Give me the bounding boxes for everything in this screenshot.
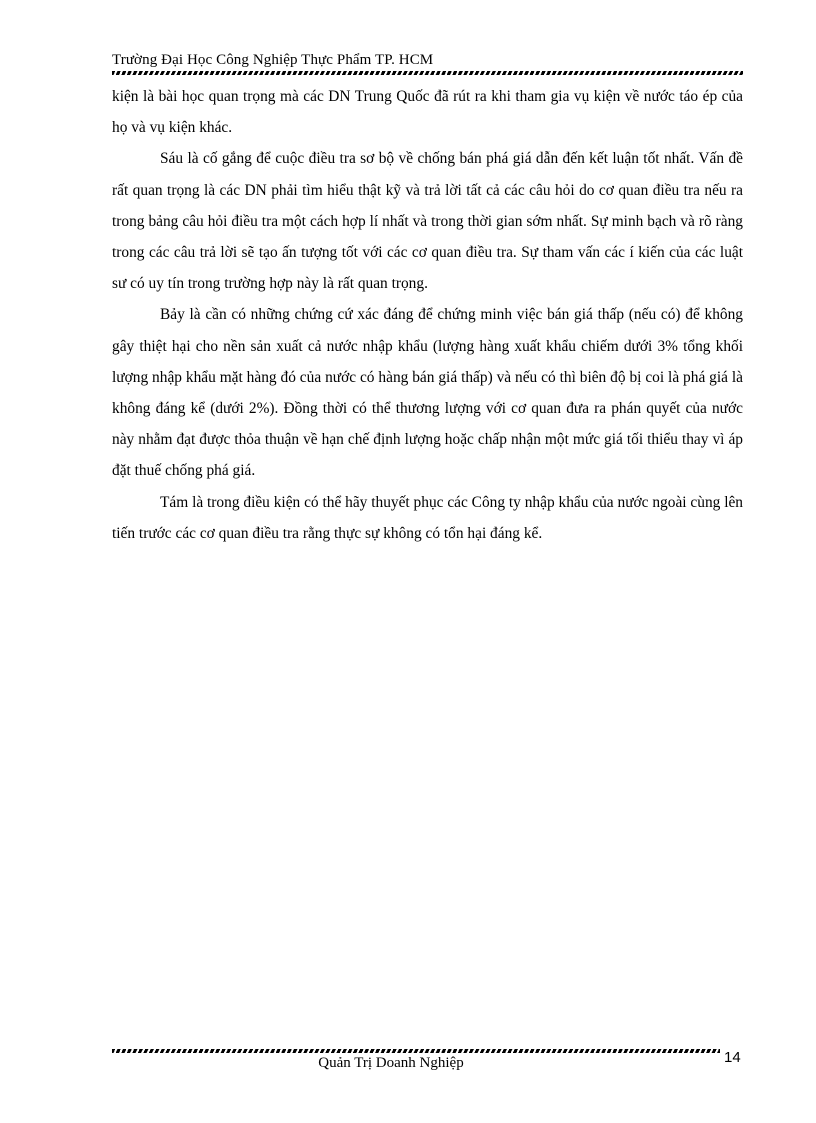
footer (0, 1055, 816, 1072)
header-decorative-rule (112, 71, 743, 75)
paragraph-continuation: kiện là bài học quan trọng mà các DN Trung Quốc đã rút ra khi tham gia vụ kiện về nước táo ép của họ và vụ kiện khác. (112, 88, 743, 137)
footer-decorative-rule (112, 1049, 720, 1053)
body-text (112, 81, 743, 549)
paragraph-tam: Tám là trong điều kiện có thể hãy thuyết phục các Công ty nhập khẩu của nước ngoài cùng lên tiến trước các cơ quan điều tra rằng thực sự không có tổn hại đáng kể. (112, 493, 743, 542)
footer-title: Quản Trị Doanh Nghiệp (318, 1055, 464, 1071)
page-number: 14 (724, 1049, 741, 1066)
paragraph-bay: Bảy là cần có những chứng cứ xác đáng để chứng minh việc bán giá thấp (nếu có) để không gây thiệt hại cho nền sản xuất cả nước nhập khẩu (lượng hàng xuất khẩu chiếm dưới 3% tổng khối lượng nhập khẩu mặt hàng đó của nước có hàng bán giá thấp) và nếu có thì biên độ bị coi là phá giá là không đáng kể (dưới 2%). Đồng thời có thể thương lượng với cơ quan đưa ra phán quyết của nước này nhằm đạt được thỏa thuận về hạn chế định lượng hoặc chấp nhận một mức giá tối thiểu thay vì áp đặt thuế chống phá giá. (112, 306, 743, 480)
header-title: Trường Đại Học Công Nghiệp Thực Phẩm TP. HCM (112, 52, 434, 68)
paragraph-sau: Sáu là cố gắng để cuộc điều tra sơ bộ về chống bán phá giá dẫn đến kết luận tốt nhất. Vấn đề rất quan trọng là các DN phải tìm hiểu thật kỹ và trả lời tất cả các câu hỏi do cơ quan điều tra nếu ra trong bảng câu hỏi điều tra một cách hợp lí nhất và trong thời gian sớm nhất. Sự minh bạch và rõ ràng trong các câu trả lời sẽ tạo ấn tượng tốt với các cơ quan điều tra. Sự tham vấn các í kiến của các luật sư có uy tín trong trường hợp này là rất quan trọng. (112, 150, 743, 293)
